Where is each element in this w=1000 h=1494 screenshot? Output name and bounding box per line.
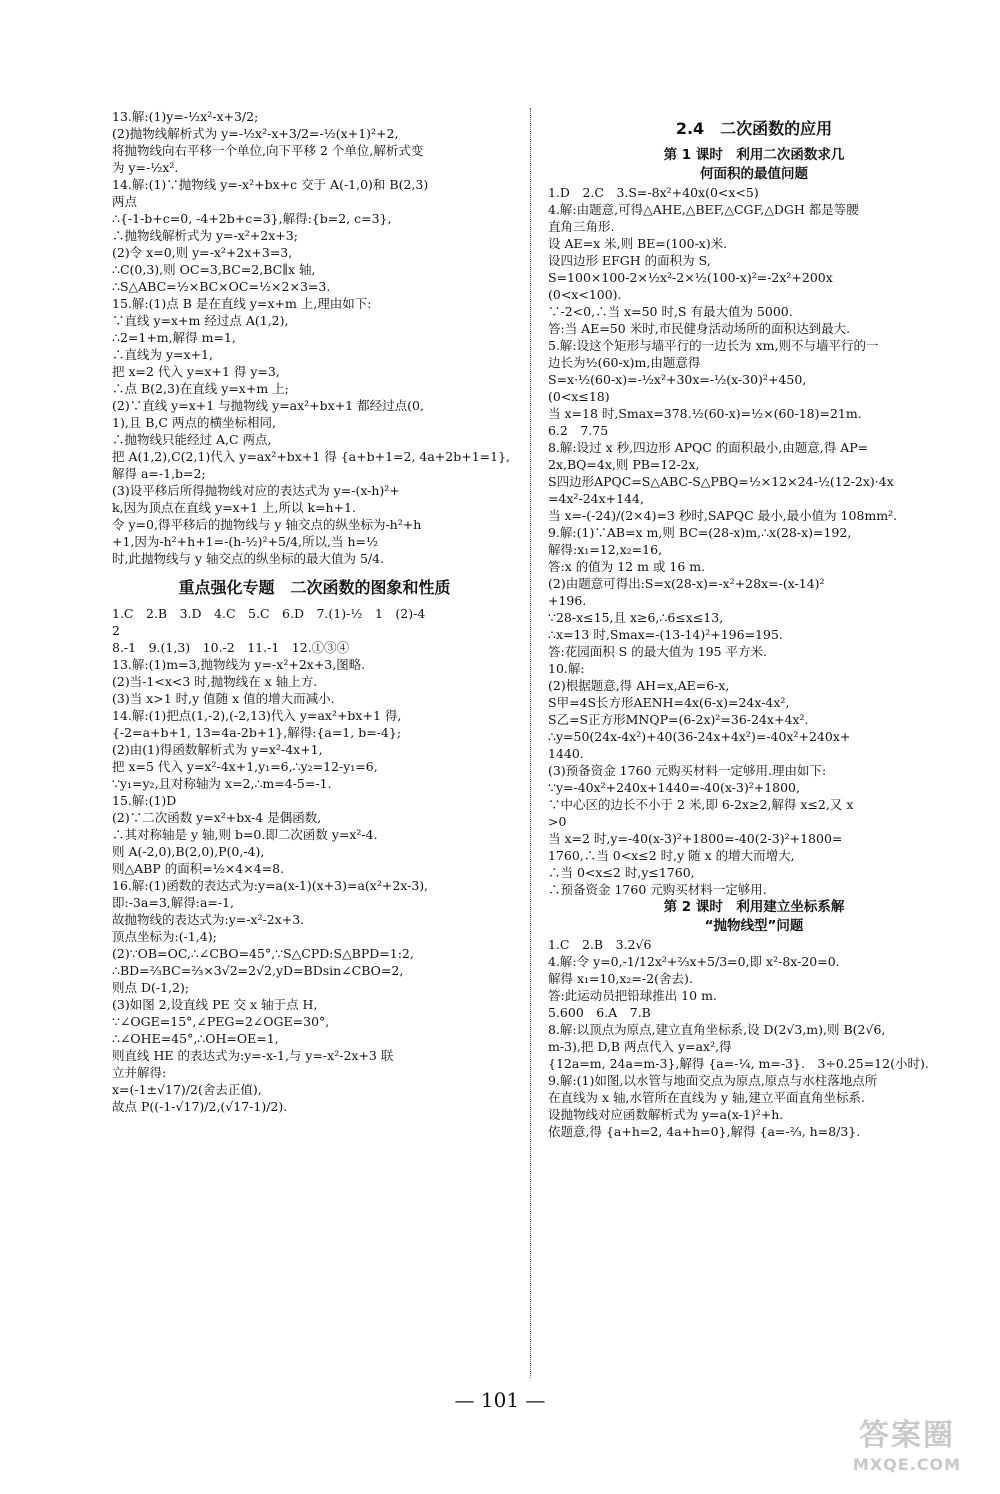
answer-line: 当 x=18 时,Smax=378.½(60-x)=½×(60-18)=21m. — [548, 406, 862, 421]
right-answers-part1 — [548, 184, 960, 898]
answer-line: 解得 x₁=10,x₂=-2(舍去). — [548, 971, 693, 986]
answer-line: k,因为顶点在直线 y=x+1 上,所以 k=h+1. — [112, 500, 356, 515]
answer-line: 答:花园面积 S 的最大值为 195 平方米. — [548, 644, 768, 659]
answer-line: (2)令 x=0,则 y=-x²+2x+3=3, — [112, 245, 293, 260]
answer-line: 解得 a=-1,b=2; — [112, 466, 206, 481]
answer-line: (3)预备资金 1760 元购买材料一定够用.理由如下: — [548, 763, 827, 778]
answer-line: 答:当 AE=50 米时,市民健身活动场所的面积达到最大. — [548, 321, 851, 336]
answer-line: 把 A(1,2),C(2,1)代入 y=ax²+bx+1 得 {a+b+1=2, 4a+2b+1=1}, — [112, 449, 511, 464]
answer-line: 将抛物线向右平移一个单位,向下平移 2 个单位,解析式变 — [112, 143, 424, 158]
answer-line: 8.解:以顶点为原点,建立直角坐标系,设 D(2√3,m),则 B(2√6, — [548, 1022, 886, 1037]
answer-line: ∴y=50(24x-4x²)+40(36-24x+4x²)=-40x²+240x+ — [548, 729, 851, 744]
answer-line: ∴当 0<x≤2 时,y≤1760, — [548, 865, 695, 880]
column-divider — [530, 108, 531, 1378]
answer-line: S甲=4S长方形AENH=4x(6-x)=24x-4x², — [548, 695, 790, 710]
answer-line: +196. — [548, 593, 587, 608]
answer-line: 答:此运动员把铅球推出 10 m. — [548, 988, 717, 1003]
answer-line: ∵y=-40x²+240x+1440=-40(x-3)²+1800, — [548, 780, 800, 795]
answer-line: 即:-3a=3,解得:a=-1, — [112, 895, 235, 910]
answer-line: (2)当-1<x<3 时,抛物线在 x 轴上方. — [112, 674, 318, 689]
special-topic-heading: 重点强化专题 二次函数的图象和性质 — [178, 578, 451, 597]
answer-line: (2)由题意可得出:S=x(28-x)=-x²+28x=-(x-14)² — [548, 576, 825, 591]
answer-line: (0<x<100). — [548, 287, 622, 302]
answer-line: 当 x=-(-24)/(2×4)=3 秒时,SAPQC 最小,最小值为 108mm². — [548, 508, 898, 523]
answer-line: ∴BD=⅔BC=⅔×3√2=2√2,yD=BDsin∠CBO=2, — [112, 963, 404, 978]
answer-line: ∴其对称轴是 y 轴,则 b=0.即二次函数 y=x²-4. — [112, 827, 378, 842]
answer-line: ∴S△ABC=½×BC×OC=½×2×3=3. — [112, 279, 331, 294]
answer-line: ∵-2<0,∴当 x=50 时,S 有最大值为 5000. — [548, 304, 793, 319]
answer-line: (3)如图 2,设直线 PE 交 x 轴于点 H, — [112, 997, 318, 1012]
answer-line: ∴2=1+m,解得 m=1, — [112, 330, 236, 345]
answer-line: ∵∠OGE=15°,∠PEG=2∠OGE=30°, — [112, 1014, 330, 1029]
answer-line: ∴∠OHE=45°,∴OH=OE=1, — [112, 1031, 279, 1046]
answer-line: 依题意,得 {a+h=2, 4a+h=0},解得 {a=-⅔, h=8/3}. — [548, 1124, 861, 1139]
answer-line: >0 — [548, 814, 567, 829]
watermark-sub-text: MXQE.COM — [852, 1455, 962, 1474]
answer-line: ∴{-1-b+c=0, -4+2b+c=3},解得:{b=2, c=3}, — [112, 211, 392, 226]
answer-line: ∵28-x≤15,且 x≥6,∴6≤x≤13, — [548, 610, 724, 625]
answer-line: (2)∵直线 y=x+1 与抛物线 y=ax²+bx+1 都经过点(0, — [112, 398, 424, 413]
answer-line: 故抛物线的表达式为:y=-x²-2x+3. — [112, 912, 305, 927]
answer-line: S=100×100-2×½x²-2×½(100-x)²=-2x²+200x — [548, 270, 833, 285]
answer-line: ∴抛物线解析式为 y=-x²+2x+3; — [112, 228, 298, 243]
answer-line: 10.解: — [548, 661, 585, 676]
answer-line: (2)抛物线解析式为 y=-½x²-x+3/2=-½(x+1)²+2, — [112, 126, 399, 141]
answer-line: 1760,∴当 0<x≤2 时,y 随 x 的增大而增大, — [548, 848, 795, 863]
answer-line: (0<x≤18) — [548, 389, 610, 404]
answer-line: 边长为½(60-x)m,由题意得 — [548, 355, 701, 370]
answer-line: 两点 — [112, 194, 138, 209]
answer-line: (3)设平移后所得抛物线对应的表达式为 y=-(x-h)²+ — [112, 483, 400, 498]
answer-line: 5.解:设这个矩形与墙平行的一边长为 xm,则不与墙平行的一 — [548, 338, 879, 353]
answer-line: 13.解:(1)y=-½x²-x+3/2; — [112, 109, 259, 124]
answer-line: 9.解:(1)如图,以水管与地面交点为原点,原点与水柱落地点所 — [548, 1073, 878, 1088]
answer-line: (2)∵二次函数 y=x²+bx-4 是偶函数, — [112, 810, 322, 825]
answer-line: 1.D 2.C 3.S=-8x²+40x(0<x<5) — [548, 185, 759, 200]
answer-line: 14.解:(1)∵抛物线 y=-x²+bx+c 交于 A(-1,0)和 B(2,3) — [112, 177, 429, 192]
section-title: 2.4 二次函数的应用 — [675, 119, 833, 138]
answer-line: 9.解:(1)∵AB=x m,则 BC=(28-x)m,∴x(28-x)=192, — [548, 525, 852, 540]
answer-line: 则 A(-2,0),B(2,0),P(0,-4), — [112, 844, 265, 859]
watermark-logo — [822, 1418, 992, 1484]
answer-line: 设四边形 EFGH 的面积为 S, — [548, 253, 711, 268]
answer-line: ∴抛物线只能经过 A,C 两点, — [112, 432, 272, 447]
answer-line: 5.600 6.A 7.B — [548, 1005, 651, 1020]
answer-line: 2 — [112, 623, 120, 638]
answer-line: 时,此抛物线与 y 轴交点的纵坐标的最大值为 5/4. — [112, 551, 385, 566]
answer-line: {12a=m, 24a=m-3},解得 {a=-¼, m=-3}. 3÷0.25=12(小时). — [548, 1056, 929, 1071]
lesson2-title-line1: 第 2 课时 利用建立坐标系解 — [663, 899, 845, 915]
answer-line: ∴x=13 时,Smax=-(13-14)²+196=195. — [548, 627, 783, 642]
answer-line: 15.解:(1)D — [112, 793, 177, 808]
answer-line: 故点 P((-1-√17)/2,(√17-1)/2). — [112, 1099, 288, 1114]
answer-line: 答:x 的值为 12 m 或 16 m. — [548, 559, 706, 574]
answer-line: {-2=a+b+1, 13=4a-2b+1},解得:{a=1, b=-4}; — [112, 725, 402, 740]
answer-line: m-3),把 D,B 两点代入 y=ax²,得 — [548, 1039, 732, 1054]
lesson1-title-line1: 第 1 课时 利用二次函数求几 — [663, 147, 845, 163]
answer-line: ∴预备资金 1760 元购买材料一定够用. — [548, 882, 767, 897]
answer-line: ∵直线 y=x+m 经过点 A(1,2), — [112, 313, 289, 328]
answer-line: 1440. — [548, 746, 584, 761]
answer-line: (2)由(1)得函数解析式为 y=x²-4x+1, — [112, 742, 323, 757]
answer-line: ∴直线为 y=x+1, — [112, 347, 213, 362]
lesson1-title-line2: 何面积的最值问题 — [700, 166, 808, 182]
answer-line: 把 x=5 代入 y=x²-4x+1,y₁=6,∴y₂=12-y₁=6, — [112, 759, 378, 774]
answer-line: 为 y=-½x². — [112, 160, 179, 175]
answer-line: 则直线 HE 的表达式为:y=-x-1,与 y=-x²-2x+3 联 — [112, 1048, 394, 1063]
answer-line: 14.解:(1)把点(1,-2),(-2,13)代入 y=ax²+bx+1 得, — [112, 708, 402, 723]
answer-line: S乙=S正方形MNQP=(6-2x)²=36-24x+4x². — [548, 712, 809, 727]
answer-line: ∴点 B(2,3)在直线 y=x+m 上; — [112, 381, 289, 396]
answer-line: 当 x=2 时,y=-40(x-3)²+1800=-40(2-3)²+1800= — [548, 831, 843, 846]
answer-line: x=(-1±√17)/2(舍去正值), — [112, 1082, 262, 1097]
answer-line: ∵中心区的边长不小于 2 米,即 6-2x≥2,解得 x≤2,又 x — [548, 797, 854, 812]
answer-line: 解得:x₁=12,x₂=16, — [548, 542, 663, 557]
left-answers-part1 — [112, 108, 517, 567]
answer-line: (3)当 x>1 时,y 值随 x 值的增大而减小. — [112, 691, 335, 706]
answer-line: 6.2 7.75 — [548, 423, 609, 438]
answer-line: 顶点坐标为:(-1,4); — [112, 929, 217, 944]
answer-line: 立并解得: — [112, 1065, 167, 1080]
answer-line: =4x²-24x+144, — [548, 491, 644, 506]
answer-line: 则△ABP 的面积=½×4×4=8. — [112, 861, 285, 876]
answer-line: 1.C 2.B 3.D 4.C 5.C 6.D 7.(1)-½ 1 (2)-4 — [112, 606, 426, 621]
answer-line: 15.解:(1)点 B 是在直线 y=x+m 上,理由如下: — [112, 296, 372, 311]
left-column — [112, 108, 517, 1115]
answer-line: 8.-1 9.(1,3) 10.-2 11.-1 12.①③④ — [112, 640, 350, 655]
answer-line: 则点 D(-1,2); — [112, 980, 190, 995]
answer-line: S四边形APQC=S△ABC-S△PBQ=½×12×24-½(12-2x)·4x — [548, 474, 894, 489]
answer-line: 1.C 2.B 3.2√6 — [548, 937, 652, 952]
answer-line: +1,因为-h²+h+1=-(h-½)²+5/4,所以,当 h=½ — [112, 534, 379, 549]
answer-line: 13.解:(1)m=3,抛物线为 y=-x²+2x+3,图略. — [112, 657, 366, 672]
answer-line: 1),且 B,C 两点的横坐标相同, — [112, 415, 276, 430]
answer-line: ∵y₁=y₂,且对称轴为 x=2,∴m=4-5=-1. — [112, 776, 332, 791]
watermark-main-text: 答案圈 — [859, 1418, 955, 1453]
answer-line: 4.解:由题意,可得△AHE,△BEF,△CGF,△DGH 都是等腰 — [548, 202, 859, 217]
answer-line: 16.解:(1)函数的表达式为:y=a(x-1)(x+3)=a(x²+2x-3), — [112, 878, 429, 893]
answer-line: 直角三角形. — [548, 219, 615, 234]
answer-line: 设 AE=x 米,则 BE=(100-x)米. — [548, 236, 728, 251]
page-number: — 101 — — [454, 1388, 546, 1412]
answer-line: 2x,BQ=4x,则 PB=12-2x, — [548, 457, 700, 472]
answer-line: S=x·½(60-x)=-½x²+30x=-½(x-30)²+450, — [548, 372, 807, 387]
answer-line: 令 y=0,得平移后的抛物线与 y 轴交点的纵坐标为-h²+h — [112, 517, 422, 532]
answer-line: (2)∵OB=OC,∴∠CBO=45°,∵S△CPD:S△BPD=1:2, — [112, 946, 414, 961]
answer-line: 8.解:设过 x 秒,四边形 APQC 的面积最小,由题意,得 AP= — [548, 440, 869, 455]
answer-line: 4.解:令 y=0,-1/12x²+⅔x+5/3=0,即 x²-8x-20=0. — [548, 954, 840, 969]
answer-line: ∴C(0,3),则 OC=3,BC=2,BC∥x 轴, — [112, 262, 316, 277]
lesson2-title-line2: “抛物线型”问题 — [704, 918, 804, 934]
answer-line: 设抛物线对应函数解析式为 y=a(x-1)²+h. — [548, 1107, 784, 1122]
right-column — [548, 108, 960, 1140]
right-answers-part2 — [548, 936, 960, 1140]
answer-line: (2)根据题意,得 AH=x,AE=6-x, — [548, 678, 730, 693]
answer-line: 在直线为 x 轴,水管所在直线为 y 轴,建立平面直角坐标系. — [548, 1090, 865, 1105]
answer-line: 把 x=2 代入 y=x+1 得 y=3, — [112, 364, 280, 379]
left-answers-part2 — [112, 605, 517, 1115]
